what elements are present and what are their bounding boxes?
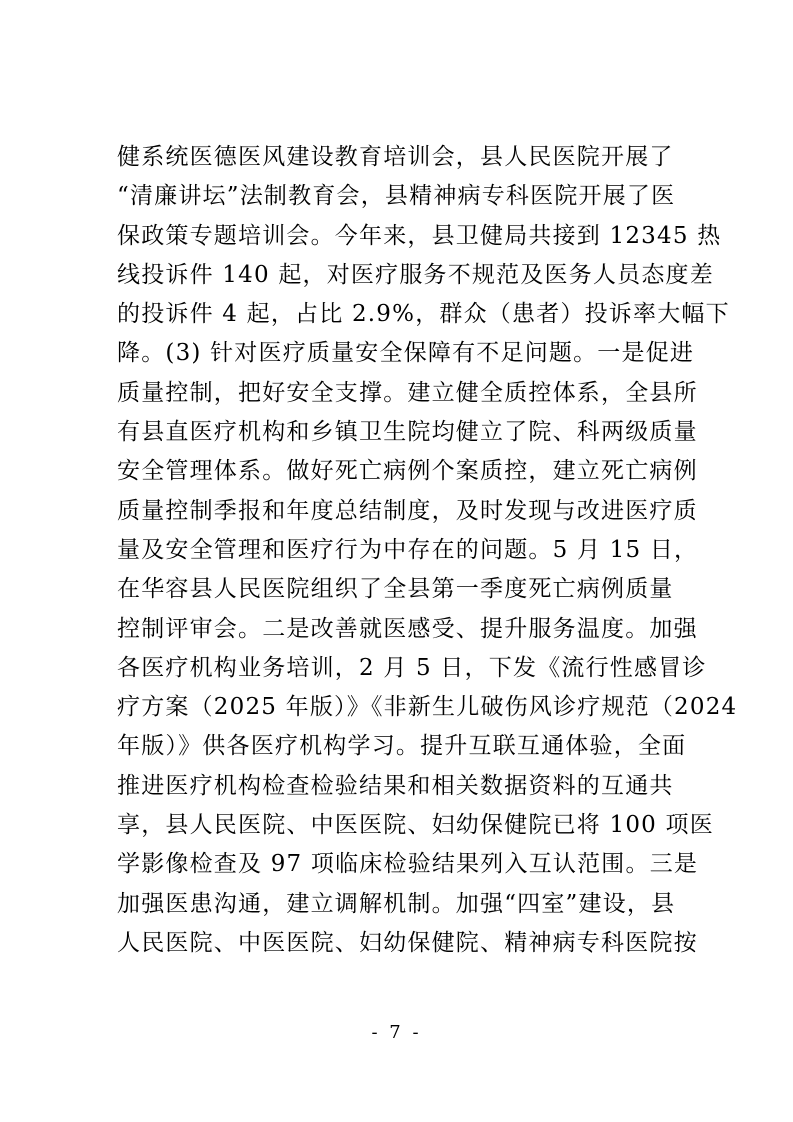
text-line: 控制评审会。二是改善就医感受、提升服务温度。加强 <box>117 615 698 642</box>
text-line: 年版）》供各医疗机构学习。提升互联互通体验，全面 <box>117 733 687 760</box>
text-line: 推进医疗机构检查检验结果和相关数据资料的互通共 <box>117 772 674 799</box>
text-line: 质量控制季报和年度总结制度，及时发现与改进医疗质 <box>117 497 698 524</box>
text-line: 享，县人民医院、中医医院、妇幼保健院已将 100 项医 <box>117 812 714 839</box>
text-line: 各医疗机构业务培训，2 月 5 日，下发《流行性感冒诊 <box>117 654 707 681</box>
text-line: 疗方案（2025 年版）》《非新生儿破伤风诊疗规范（2024 <box>117 694 738 721</box>
text-line: 在华容县人民医院组织了全县第一季度死亡病例质量 <box>117 576 674 603</box>
text-line: 降。(3) 针对医疗质量安全保障有不足问题。一是促进 <box>117 340 695 367</box>
text-line: 线投诉件 140 起，对医疗服务不规范及医务人员态度差 <box>117 261 714 288</box>
text-line: 量及安全管理和医疗行为中存在的问题。5 月 15 日， <box>117 536 699 563</box>
text-line: “清廉讲坛”法制教育会，县精神病专科医院开展了医 <box>117 183 676 210</box>
text-line: 加强医患沟通，建立调解机制。加强“四室”建设，县 <box>117 890 676 917</box>
text-line: 质量控制，把好安全支撑。建立健全质控体系，全县所 <box>117 379 698 406</box>
text-line: 的投诉件 4 起，占比 2.9%，群众（患者）投诉率大幅下 <box>117 301 730 328</box>
text-line: 人民医院、中医医院、妇幼保健院、精神病专科医院按 <box>117 929 698 956</box>
text-line: 学影像检查及 97 项临床检验结果列入互认范围。三是 <box>117 851 699 878</box>
text-line: 安全管理体系。做好死亡病例个案质控，建立死亡病例 <box>117 458 698 485</box>
text-line: 保政策专题培训会。今年来，县卫健局共接到 12345 热 <box>117 222 722 249</box>
text-line: 健系统医德医风建设教育培训会，县人民医院开展了 <box>117 144 674 170</box>
page-number: - 7 - <box>371 1022 422 1043</box>
body-text <box>117 138 738 963</box>
text-line: 有县直医疗机构和乡镇卫生院均健立了院、科两级质量 <box>117 419 698 446</box>
